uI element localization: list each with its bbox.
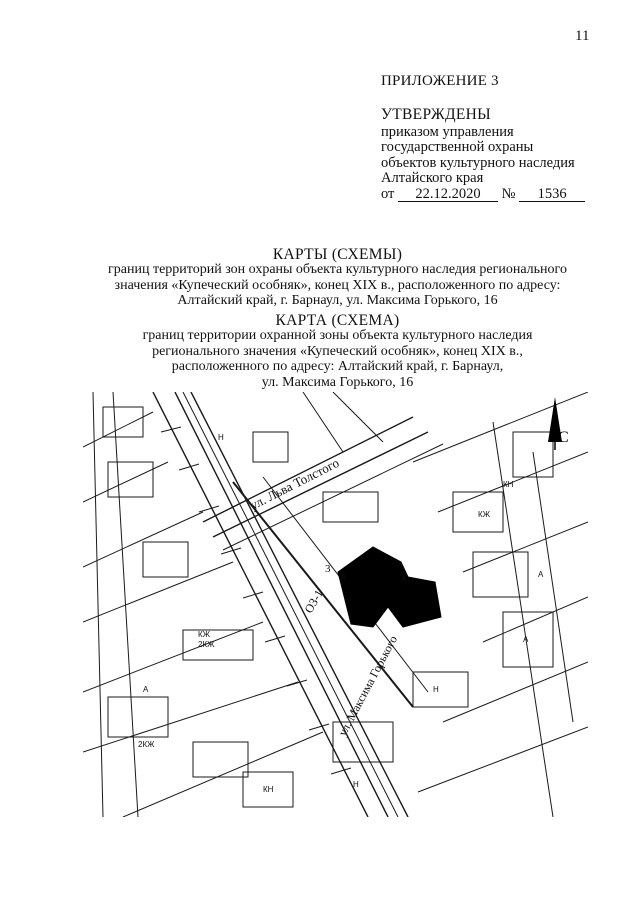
order-number-label: № (501, 185, 516, 202)
parcel-label: Н (353, 780, 359, 789)
section1-line: Алтайский край, г. Барнаул, ул. Максима Горького, 16 (177, 293, 498, 308)
zone-label: ОЗ-1 (301, 587, 326, 616)
parcel-label: Н (433, 685, 439, 694)
order-from-label: от (381, 185, 395, 202)
approved-line: приказом управления (381, 123, 514, 140)
approved-line: Алтайского края (381, 170, 484, 186)
parcel-label: Н (218, 433, 224, 442)
section1-line: значения «Купеческий особняк», конец XIX в., расположенного по адресу: (114, 277, 561, 293)
cadastral-map (83, 392, 588, 817)
appendix-title: ПРИЛОЖЕНИЕ 3 (381, 73, 499, 89)
parcel-label: КЖ (478, 510, 491, 519)
section2-subtitle (60, 328, 615, 390)
heritage-building (338, 547, 441, 627)
parcel-label: 2КЖ (138, 740, 155, 749)
parcel-label: А (538, 570, 544, 579)
section1-title: КАРТЫ (СХЕМЫ) (272, 246, 403, 263)
order-number: 1536 (519, 187, 585, 202)
section2-title: КАРТА (СХЕМА) (275, 312, 400, 329)
parcel-label: 2КЖ (198, 640, 215, 649)
section2-line: расположенного по адресу: Алтайский край, г. Барнаул, (171, 359, 504, 374)
section1-line: границ территорий зон охраны объекта культурного наследия регионального (108, 262, 567, 277)
parcel-label: КН (263, 785, 274, 794)
parcel-label: А (523, 635, 529, 644)
street-label-top: ул. Льва Толстого (247, 454, 342, 513)
approved-line: государственной охраны (381, 139, 534, 155)
street-label-main: ул. Максима Горького (335, 633, 401, 739)
section2-line: ул. Максима Горького, 16 (261, 374, 414, 390)
section2-line: регионального значения «Купеческий особняк», конец XIX в., (152, 343, 523, 359)
approved-heading: УТВЕРЖДЕНЫ (381, 106, 491, 123)
parcel-label: КЖ (198, 630, 211, 639)
approved-line: объектов культурного наследия (381, 154, 575, 171)
parcel-label: А (401, 575, 407, 584)
section1-subtitle (60, 262, 615, 309)
page-number: 11 (575, 28, 590, 44)
north-label: С (558, 429, 569, 446)
order-date: 22.12.2020 (398, 187, 498, 202)
order-line (381, 187, 621, 203)
parcel-label: А (341, 573, 347, 582)
approval-block (381, 107, 621, 202)
boundary-point-number: 3 (325, 563, 331, 575)
section2-line: границ территории охранной зоны объекта культурного наследия (142, 328, 533, 343)
parcel-label: КН (503, 480, 514, 489)
parcel-label: А (143, 685, 149, 694)
